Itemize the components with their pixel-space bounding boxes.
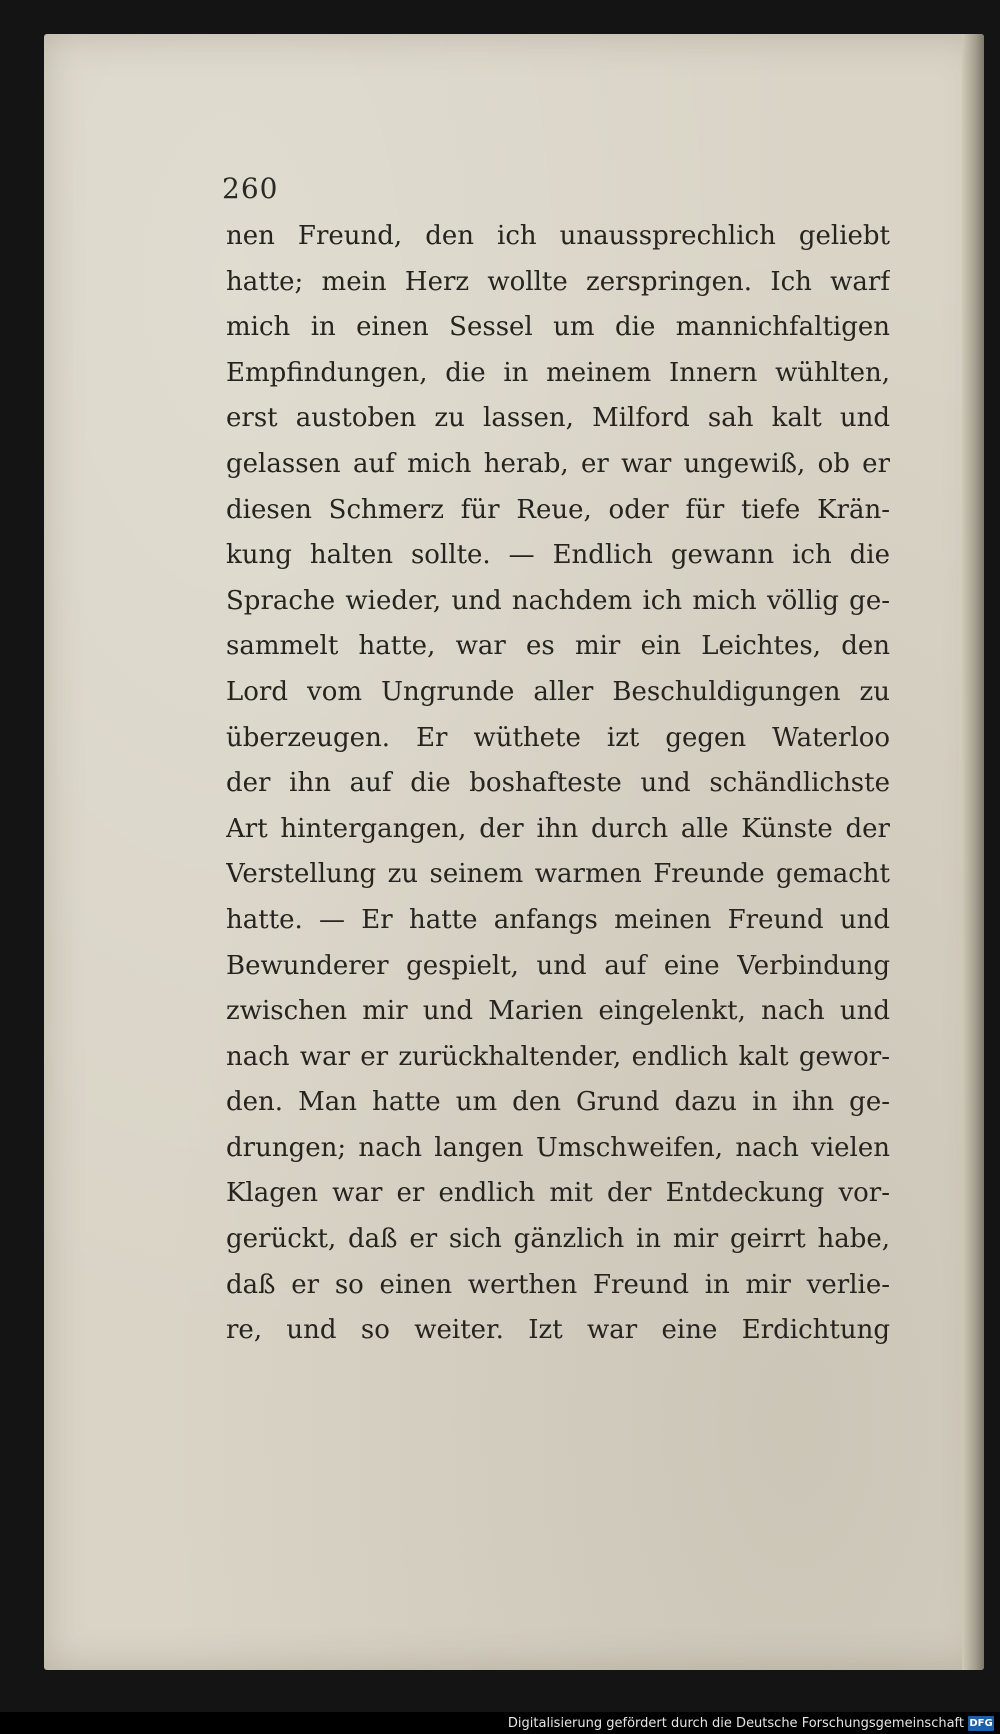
text-line-11: Lord vom Ungrunde aller Beschuldigungen zu (226, 676, 890, 707)
text-line-25: re, und so weiter. Izt war eine Erdichtung (226, 1315, 890, 1346)
page-edge (962, 34, 984, 1670)
text-line-16: hatte. — Er hatte anfangs meinen Freund und (226, 904, 890, 935)
text-line-5: erst austoben zu lassen, Milford sah kalt und (226, 403, 890, 434)
page-number: 260 (222, 172, 279, 205)
text-line-8: kung halten sollte. — Endlich gewann ich die (226, 540, 890, 571)
text-line-24: daß er so einen werthen Freund in mir verlie- (226, 1269, 890, 1300)
text-line-17: Bewunderer gespielt, und auf eine Verbindung (226, 950, 890, 981)
text-line-6: gelassen auf mich herab, er war ungewiß, ob er (226, 448, 890, 479)
text-line-4: Empfindungen, die in meinem Innern wühlten, (226, 357, 890, 388)
footer-bar (0, 1712, 1000, 1734)
text-line-22: Klagen war er endlich mit der Entdeckung vor- (226, 1178, 890, 1209)
text-line-23: gerückt, daß er sich gänzlich in mir geirrt habe, (226, 1224, 890, 1255)
text-line-20: den. Man hatte um den Grund dazu in ihn ge- (226, 1087, 890, 1118)
text-line-12: überzeugen. Er wüthete izt gegen Waterloo (226, 722, 890, 753)
text-line-1: nen Freund, den ich unaussprechlich geliebt (226, 221, 890, 251)
text-line-2: hatte; mein Herz wollte zerspringen. Ich warf (226, 266, 890, 297)
text-line-14: Art hintergangen, der ihn durch alle Künste der (226, 813, 890, 844)
text-line-13: der ihn auf die boshafteste und schändlichste (226, 768, 890, 799)
text-line-18: zwischen mir und Marien eingelenkt, nach und (226, 996, 890, 1027)
body-text (226, 214, 890, 1354)
text-line-9: Sprache wieder, und nachdem ich mich völlig ge- (226, 585, 890, 616)
text-line-19: nach war er zurückhaltender, endlich kalt gewor- (226, 1041, 890, 1072)
text-line-10: sammelt hatte, war es mir ein Leichtes, den (226, 631, 890, 662)
text-line-15: Verstellung zu seinem warmen Freunde gemacht (226, 859, 890, 890)
text-line-3: mich in einen Sessel um die mannichfaltigen (226, 312, 890, 343)
funding-credit: Digitalisierung gefördert durch die Deutsche Forschungsgemeinschaft (507, 1716, 964, 1731)
text-line-7: diesen Schmerz für Reue, oder für tiefe Krän- (226, 494, 890, 525)
dfg-logo: DFG (969, 1718, 993, 1729)
text-line-21: drungen; nach langen Umschweifen, nach vielen (226, 1132, 890, 1163)
